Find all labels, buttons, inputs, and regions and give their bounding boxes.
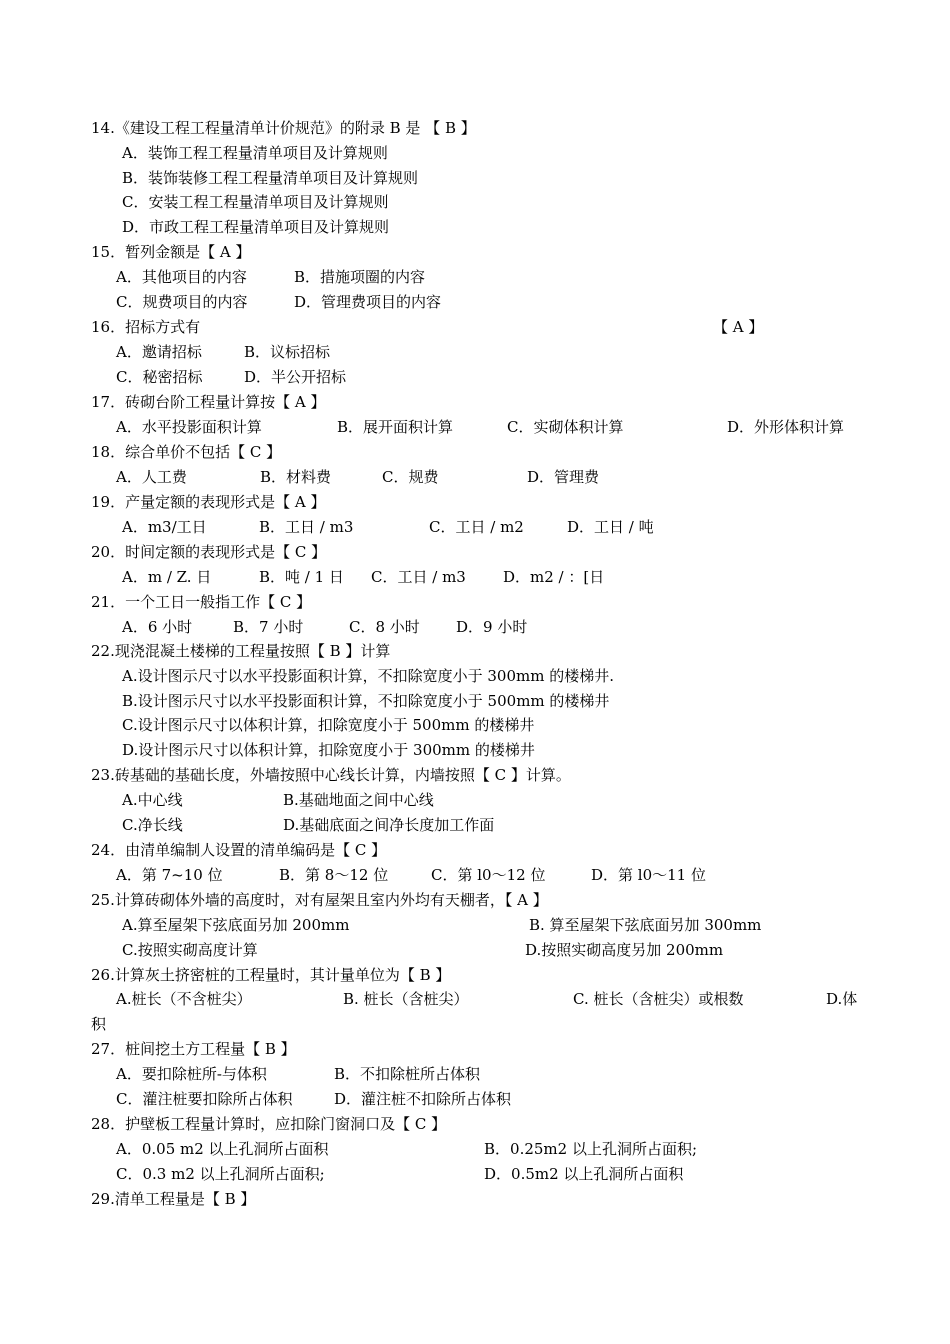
question-21-option-a: A．6 小时: [122, 618, 193, 636]
question-14-option-d: D．市政工程工程量清单项目及计算规则: [122, 218, 390, 236]
question-26-stem: 26.计算灰土挤密桩的工程量时，其计量单位为【 B 】: [91, 966, 451, 984]
question-27-option-c: C．灌注桩要扣除所占体积: [116, 1090, 293, 1108]
question-16-stem: 16．招标方式有: [91, 318, 201, 336]
question-16-option-d: D．半公开招标: [244, 368, 347, 386]
question-28-option-d: D．0.5m2 以上孔洞所占面积: [484, 1165, 684, 1183]
question-22-option-a: A.设计图示尺寸以水平投影面积计算，不扣除宽度小于 300mm 的楼梯井.: [122, 667, 614, 685]
question-18-option-c: C．规费: [382, 468, 439, 486]
question-20-option-d: D．m2 / ：[日: [503, 568, 605, 586]
question-19-option-c: C．工日 / m2: [429, 518, 524, 536]
question-25-stem: 25.计算砖砌体外墙的高度时，对有屋架且室内外均有天棚者，【 A 】: [91, 891, 548, 909]
question-19-option-a: A．m3/工日: [122, 518, 207, 536]
question-19-option-d: D．工日 / 吨: [567, 518, 654, 536]
question-26-option-b: B. 桩长（含桩尖）: [343, 990, 469, 1008]
question-22-option-b: B.设计图示尺寸以水平投影面积计算，不扣除宽度小于 500mm 的楼梯井: [122, 692, 610, 710]
question-18-option-a: A．人工费: [116, 468, 187, 486]
question-27-option-d: D．灌注桩不扣除所占体积: [334, 1090, 512, 1108]
question-16-option-a: A．邀请招标: [116, 343, 202, 361]
question-16-option-c: C．秘密招标: [116, 368, 203, 386]
question-18-option-d: D．管理费: [527, 468, 600, 486]
question-18-option-b: B．材料费: [260, 468, 332, 486]
question-21-option-c: C．8 小时: [349, 618, 420, 636]
question-25-option-a: A.算至屋架下弦底面另加 200mm: [122, 916, 350, 934]
question-26-option-a: A.桩长（不含桩尖）: [116, 990, 252, 1008]
question-27-option-a: A．要扣除桩所-与体积: [116, 1065, 267, 1083]
question-21-stem: 21．一个工日一般指工作【 C 】: [91, 593, 312, 611]
question-24-option-a: A．第 7~10 位: [116, 866, 223, 884]
question-27-stem: 27．桩间挖土方工程量【 B 】: [91, 1040, 296, 1058]
question-25-option-c: C.按照实砌高度计算: [122, 941, 258, 959]
question-20-option-a: A．m / Z. 日: [122, 568, 212, 586]
question-28-option-b: B．0.25m2 以上孔洞所占面积;: [484, 1140, 698, 1158]
question-20-option-c: C．工日 / m3: [371, 568, 466, 586]
question-27-option-b: B．不扣除桩所占体积: [334, 1065, 481, 1083]
question-15-stem: 15．暂列金额是【 A 】: [91, 243, 251, 261]
question-17-option-b: B．展开面积计算: [337, 418, 454, 436]
question-24-option-b: B．第 8～12 位: [279, 866, 389, 884]
question-23-option-d: D.基础底面之间净长度加工作面: [283, 816, 495, 834]
question-26-option-d-continued: 积: [91, 1015, 107, 1033]
question-15-option-c: C．规费项目的内容: [116, 293, 248, 311]
question-19-option-b: B．工日 / m3: [259, 518, 354, 536]
question-22-option-d: D.设计图示尺寸以体积计算，扣除宽度小于 300mm 的楼梯井: [122, 741, 535, 759]
question-14-option-b: B．装饰装修工程工程量清单项目及计算规则: [122, 169, 419, 187]
question-15-option-d: D．管理费项目的内容: [294, 293, 442, 311]
question-14-stem: 14.《建设工程工程量清单计价规范》的附录 B 是 【 B 】: [91, 119, 476, 137]
question-17-option-c: C．实砌体积计算: [507, 418, 624, 436]
question-25-option-d: D.按照实砌高度另加 200mm: [525, 941, 724, 959]
question-15-option-a: A．其他项目的内容: [116, 268, 247, 286]
question-26-option-c: C. 桩长（含桩尖）或根数: [573, 990, 744, 1008]
question-20-option-b: B．吨 / 1 日: [259, 568, 344, 586]
question-29-stem: 29.清单工程量是【 B 】: [91, 1190, 256, 1208]
question-25-option-b: B. 算至屋架下弦底面另加 300mm: [529, 916, 762, 934]
question-19-stem: 19．产量定额的表现形式是【 A 】: [91, 493, 326, 511]
question-17-stem: 17．砖砌台阶工程量计算按【 A 】: [91, 393, 326, 411]
question-21-option-b: B．7 小时: [233, 618, 304, 636]
question-18-stem: 18．综合单价不包括【 C 】: [91, 443, 282, 461]
question-23-option-a: A.中心线: [122, 791, 183, 809]
question-14-option-c: C．安装工程工程量清单项目及计算规则: [122, 193, 389, 211]
question-22-option-c: C.设计图示尺寸以体积计算，扣除宽度小于 500mm 的楼梯井: [122, 716, 535, 734]
question-16-answer: 【 A 】: [713, 318, 764, 336]
question-23-option-b: B.基础地面之间中心线: [283, 791, 434, 809]
question-23-stem: 23.砖基础的基础长度，外墙按照中心线长计算，内墙按照【 C 】计算。: [91, 766, 571, 784]
question-22-stem: 22.现浇混凝土楼梯的工程量按照【 B 】计算: [91, 642, 391, 660]
question-16-option-b: B．议标招标: [244, 343, 331, 361]
question-28-option-a: A．0.05 m2 以上孔洞所占面积: [116, 1140, 329, 1158]
question-28-option-c: C．0.3 m2 以上孔洞所占面积;: [116, 1165, 325, 1183]
question-21-option-d: D．9 小时: [456, 618, 528, 636]
question-23-option-c: C.净长线: [122, 816, 183, 834]
question-26-option-d: D.体: [826, 990, 858, 1008]
question-24-stem: 24．由清单编制人设置的清单编码是【 C 】: [91, 841, 387, 859]
question-20-stem: 20．时间定额的表现形式是【 C 】: [91, 543, 327, 561]
question-17-option-a: A．水平投影面积计算: [116, 418, 262, 436]
question-17-option-d: D．外形体积计算: [727, 418, 845, 436]
question-24-option-d: D．第 l0～11 位: [591, 866, 706, 884]
question-14-option-a: A．装饰工程工程量清单项目及计算规则: [122, 144, 388, 162]
question-15-option-b: B．措施项圈的内容: [294, 268, 426, 286]
question-24-option-c: C．第 l0～12 位: [431, 866, 546, 884]
question-28-stem: 28．护壁板工程量计算时，应扣除门窗洞口及【 C 】: [91, 1115, 447, 1133]
